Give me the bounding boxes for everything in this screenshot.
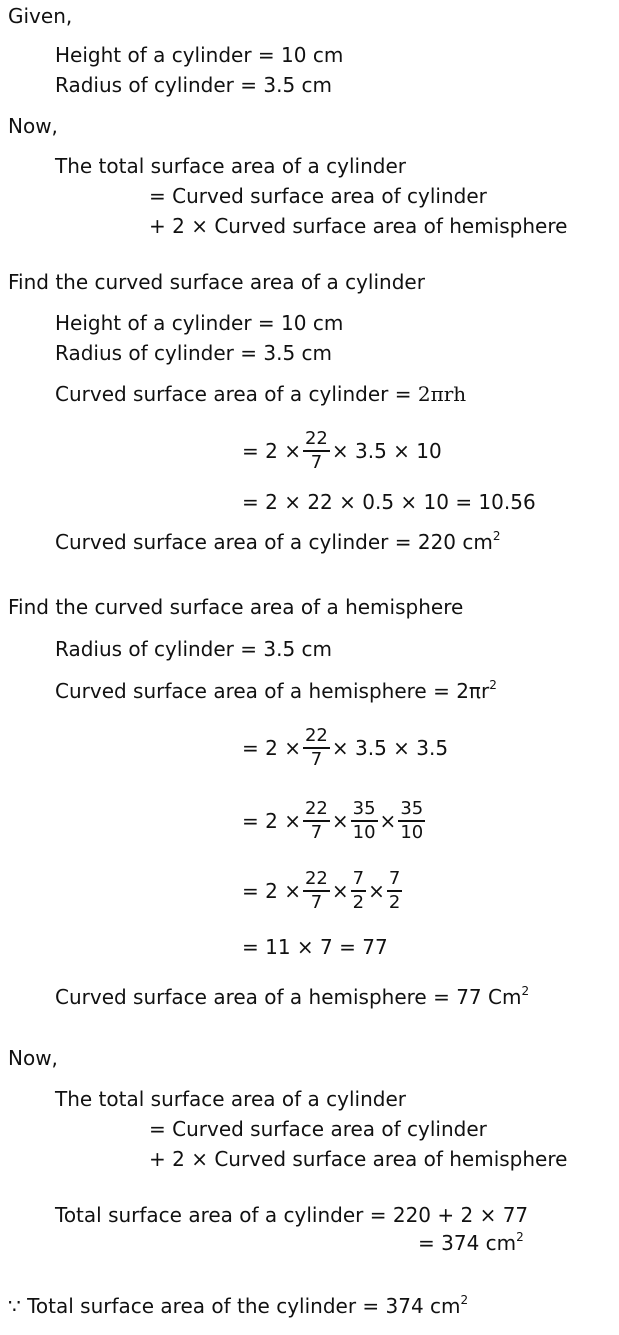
hemisphere-csa-formula: Curved surface area of a hemisphere = $2\pi r^2$ bbox=[55, 678, 497, 703]
fraction-22-7: $\frac{22}{7}$ bbox=[304, 868, 328, 913]
cylinder-csa-formula: Curved surface area of a cylinder = 2πrh bbox=[55, 382, 467, 406]
fraction-22-7: $\frac{22}{7}$ bbox=[304, 725, 328, 770]
cylinder-step-1: = 2 × $\frac{22}{7}$ × 3.5 × 10 bbox=[242, 428, 442, 473]
formula-symbol: 2πrh bbox=[417, 382, 467, 406]
hemisphere-csa-result: Curved surface area of a hemisphere = 77 Cm$^2$ bbox=[55, 984, 530, 1009]
tsa-line-csa-hemisphere: + 2 × Curved surface area of hemisphere bbox=[149, 214, 568, 238]
total-calculation: Total surface area of a cylinder = 220 + 2 × 77 bbox=[55, 1203, 529, 1227]
given-heading: Given, bbox=[8, 4, 73, 28]
tsa-line-csa-cylinder: = Curved surface area of cylinder bbox=[149, 184, 487, 208]
now-heading: Now, bbox=[8, 1046, 58, 1070]
tsa-line-csa-hemisphere: + 2 × Curved surface area of hemisphere bbox=[149, 1147, 568, 1171]
fraction-22-7: $\frac{22}{7}$ bbox=[304, 798, 328, 843]
cylinder-step-2: = 2 × 22 × 0.5 × 10 = 10.56 bbox=[242, 490, 536, 514]
given-height: Height of a cylinder = 10 cm bbox=[55, 43, 344, 67]
fraction-35-10: $\frac{35}{10}$ bbox=[400, 798, 424, 843]
cylinder-height: Height of a cylinder = 10 cm bbox=[55, 311, 344, 335]
hemisphere-step-4: = 11 × 7 = 77 bbox=[242, 935, 388, 959]
fraction-7-2: $\frac{7}{2}$ bbox=[388, 868, 401, 913]
cylinder-radius: Radius of cylinder = 3.5 cm bbox=[55, 341, 333, 365]
hemisphere-step-2: = 2 × $\frac{22}{7}$ × $\frac{35}{10}$ × $\frac{35}{10}$ bbox=[242, 798, 424, 843]
fraction-35-10: $\frac{35}{10}$ bbox=[352, 798, 376, 843]
hemisphere-step-3: = 2 × $\frac{22}{7}$ × $\frac{7}{2}$ × $\frac{7}{2}$ bbox=[242, 868, 401, 913]
total-result: = 374 $cm^2$ bbox=[418, 1230, 524, 1255]
hemisphere-step-1: = 2 × $\frac{22}{7}$ × 3.5 × 3.5 bbox=[242, 725, 449, 770]
hemisphere-section-heading: Find the curved surface area of a hemisphere bbox=[8, 595, 464, 619]
fraction-7-2: $\frac{7}{2}$ bbox=[352, 868, 365, 913]
now-heading: Now, bbox=[8, 114, 58, 138]
tsa-title: The total surface area of a cylinder bbox=[55, 1087, 406, 1111]
cylinder-section-heading: Find the curved surface area of a cylinder bbox=[8, 270, 425, 294]
cylinder-csa-result: Curved surface area of a cylinder = 220 $cm^2$ bbox=[55, 529, 501, 554]
conclusion: ∵ Total surface area of the cylinder = 374 $cm^2$ bbox=[8, 1293, 469, 1318]
fraction-22-7: $\frac{22}{7}$ bbox=[304, 428, 328, 473]
hemisphere-radius: Radius of cylinder = 3.5 cm bbox=[55, 637, 333, 661]
tsa-title: The total surface area of a cylinder bbox=[55, 154, 406, 178]
given-radius: Radius of cylinder = 3.5 cm bbox=[55, 73, 333, 97]
tsa-line-csa-cylinder: = Curved surface area of cylinder bbox=[149, 1117, 487, 1141]
